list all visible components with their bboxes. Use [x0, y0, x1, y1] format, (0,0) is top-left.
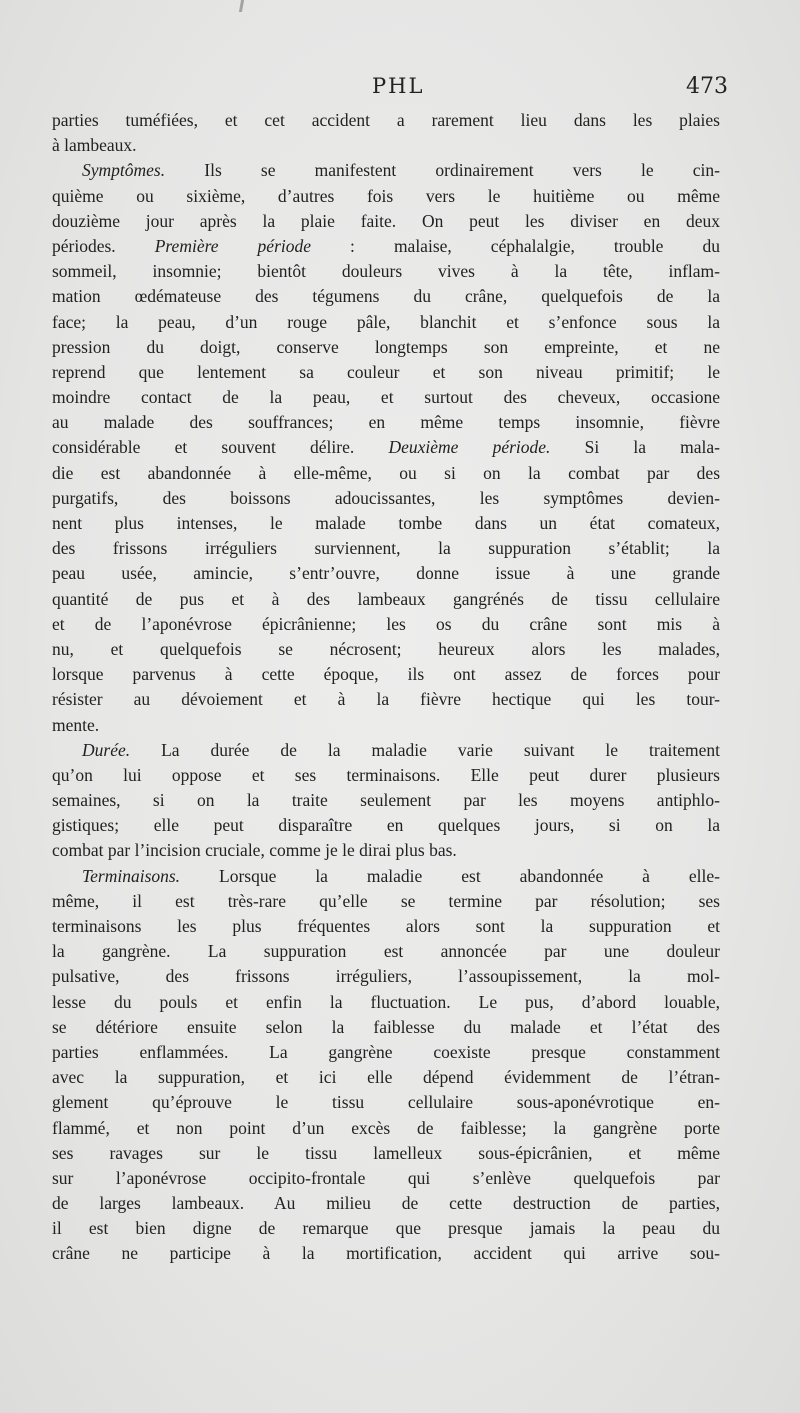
- text-line: gistiques; elle peut disparaître en quelques jours, si on la: [52, 815, 720, 836]
- text-line: combat par l’incision cruciale, comme je le dirai plus bas.: [52, 840, 457, 861]
- text-line: nent plus intenses, le malade tombe dans un état comateux,: [52, 513, 720, 533]
- text-line: die est abandonnée à elle-même, ou si on la combat par des: [52, 462, 720, 483]
- text-line: [52, 864, 720, 889]
- running-head: PHL: [372, 74, 425, 98]
- text-line: au malade des souffrances; en même temps insomnie, fièvre: [52, 412, 720, 433]
- text-line: de larges lambeaux. Au milieu de cette destruction de parties,: [52, 1193, 720, 1214]
- text-line: lesse du pouls et enfin la fluctuation. Le pus, d’abord louable,: [52, 991, 720, 1012]
- text-line: avec la suppuration, et ici elle dépend évidemment de l’étran-: [52, 1067, 720, 1088]
- text-line: qu’on lui oppose et ses terminaisons. Elle peut durer plusieurs: [52, 764, 720, 785]
- text-line: [52, 234, 720, 259]
- text-segment: Lorsque la maladie est abandonnée à elle-: [180, 865, 720, 886]
- section-heading: Durée.: [82, 739, 131, 760]
- text-line: [52, 435, 720, 460]
- text-line: flammé, et non point d’un excès de faiblesse; la gangrène porte: [52, 1117, 720, 1138]
- text-line: douzième jour après la plaie faite. On peut les diviser en deux: [52, 210, 720, 231]
- text-line: sur l’aponévrose occipito-frontale qui s’enlève quelquefois par: [52, 1167, 720, 1188]
- text-segment: : malaise, céphalalgie, trouble du: [311, 235, 720, 256]
- text-line: se détériore ensuite selon la faiblesse du malade et l’état des: [52, 1016, 720, 1037]
- text-line: glement qu’éprouve le tissu cellulaire sous-aponévrotique en-: [52, 1092, 720, 1113]
- text-line: parties tuméfiées, et cet accident a rarement lieu dans les plaies: [52, 110, 720, 130]
- text-line: pulsative, des frissons irréguliers, l’assoupissement, la mol-: [52, 966, 720, 987]
- text-line: ses ravages sur le tissu lamelleux sous-épicrânien, et même: [52, 1142, 720, 1163]
- text-line: et de l’aponévrose épicrânienne; les os du crâne sont mis à: [52, 613, 720, 634]
- page-header: [52, 74, 728, 108]
- text-segment: considérable et souvent délire.: [52, 437, 389, 458]
- text-line: quième ou sixième, d’autres fois vers le huitième ou même: [52, 185, 720, 206]
- text-line: purgatifs, des boissons adoucissantes, les symptômes devien-: [52, 487, 720, 508]
- text-line: lorsque parvenus à cette époque, ils ont assez de forces pour: [52, 664, 720, 685]
- text-line: résister au dévoiement et à la fièvre hectique qui les tour-: [52, 689, 720, 710]
- text-line: il est bien digne de remarque que presque jamais la peau du: [52, 1218, 720, 1239]
- ink-mark: [239, 0, 244, 12]
- text-line: moindre contact de la peau, et surtout des cheveux, occasione: [52, 387, 720, 408]
- text-segment: périodes.: [52, 235, 155, 256]
- section-heading: Symptômes.: [82, 160, 166, 181]
- section-heading: Terminaisons.: [82, 865, 181, 886]
- text-line: à lambeaux.: [52, 135, 137, 156]
- text-line: peau usée, amincie, s’entr’ouvre, donne issue à une grande: [52, 563, 720, 584]
- text-segment: La durée de la maladie varie suivant le traitement: [130, 739, 720, 760]
- text-line: semaines, si on la traite seulement par les moyens antiphlo-: [52, 790, 720, 811]
- text-line: des frissons irréguliers surviennent, la suppuration s’établit; la: [52, 538, 720, 559]
- text-line: parties enflammées. La gangrène coexiste presque constamment: [52, 1041, 720, 1062]
- text-segment: Ils se manifestent ordinairement vers le cin-: [165, 160, 720, 181]
- section-heading: Deuxième période.: [388, 437, 551, 458]
- text-line: crâne ne participe à la mortification, accident qui arrive sou-: [52, 1243, 720, 1264]
- text-line: mation œdémateuse des tégumens du crâne, quelquefois de la: [52, 286, 720, 307]
- text-line: terminaisons les plus fréquentes alors sont la suppuration et: [52, 916, 720, 936]
- text-line: nu, et quelquefois se nécrosent; heureux alors les malades,: [52, 638, 720, 659]
- text-line: face; la peau, d’un rouge pâle, blanchit et s’enfonce sous la: [52, 311, 720, 332]
- text-line: même, il est très-rare qu’elle se termine par résolution; ses: [52, 890, 720, 911]
- text-line: quantité de pus et à des lambeaux gangrénés de tissu cellulaire: [52, 588, 720, 609]
- text-line: sommeil, insomnie; bientôt douleurs vives à la tête, inflam-: [52, 261, 720, 282]
- section-heading: Première période: [154, 235, 312, 256]
- text-line: mente.: [52, 714, 100, 735]
- text-line: pression du doigt, conserve longtemps son empreinte, et ne: [52, 336, 720, 357]
- text-line: [52, 158, 720, 183]
- text-segment: Si la mala-: [550, 437, 720, 458]
- body-text: [52, 108, 720, 1267]
- text-line: [52, 738, 720, 763]
- text-line: la gangrène. La suppuration est annoncée par une douleur: [52, 941, 720, 962]
- page-number: 473: [686, 74, 728, 99]
- text-line: reprend que lentement sa couleur et son niveau primitif; le: [52, 361, 720, 382]
